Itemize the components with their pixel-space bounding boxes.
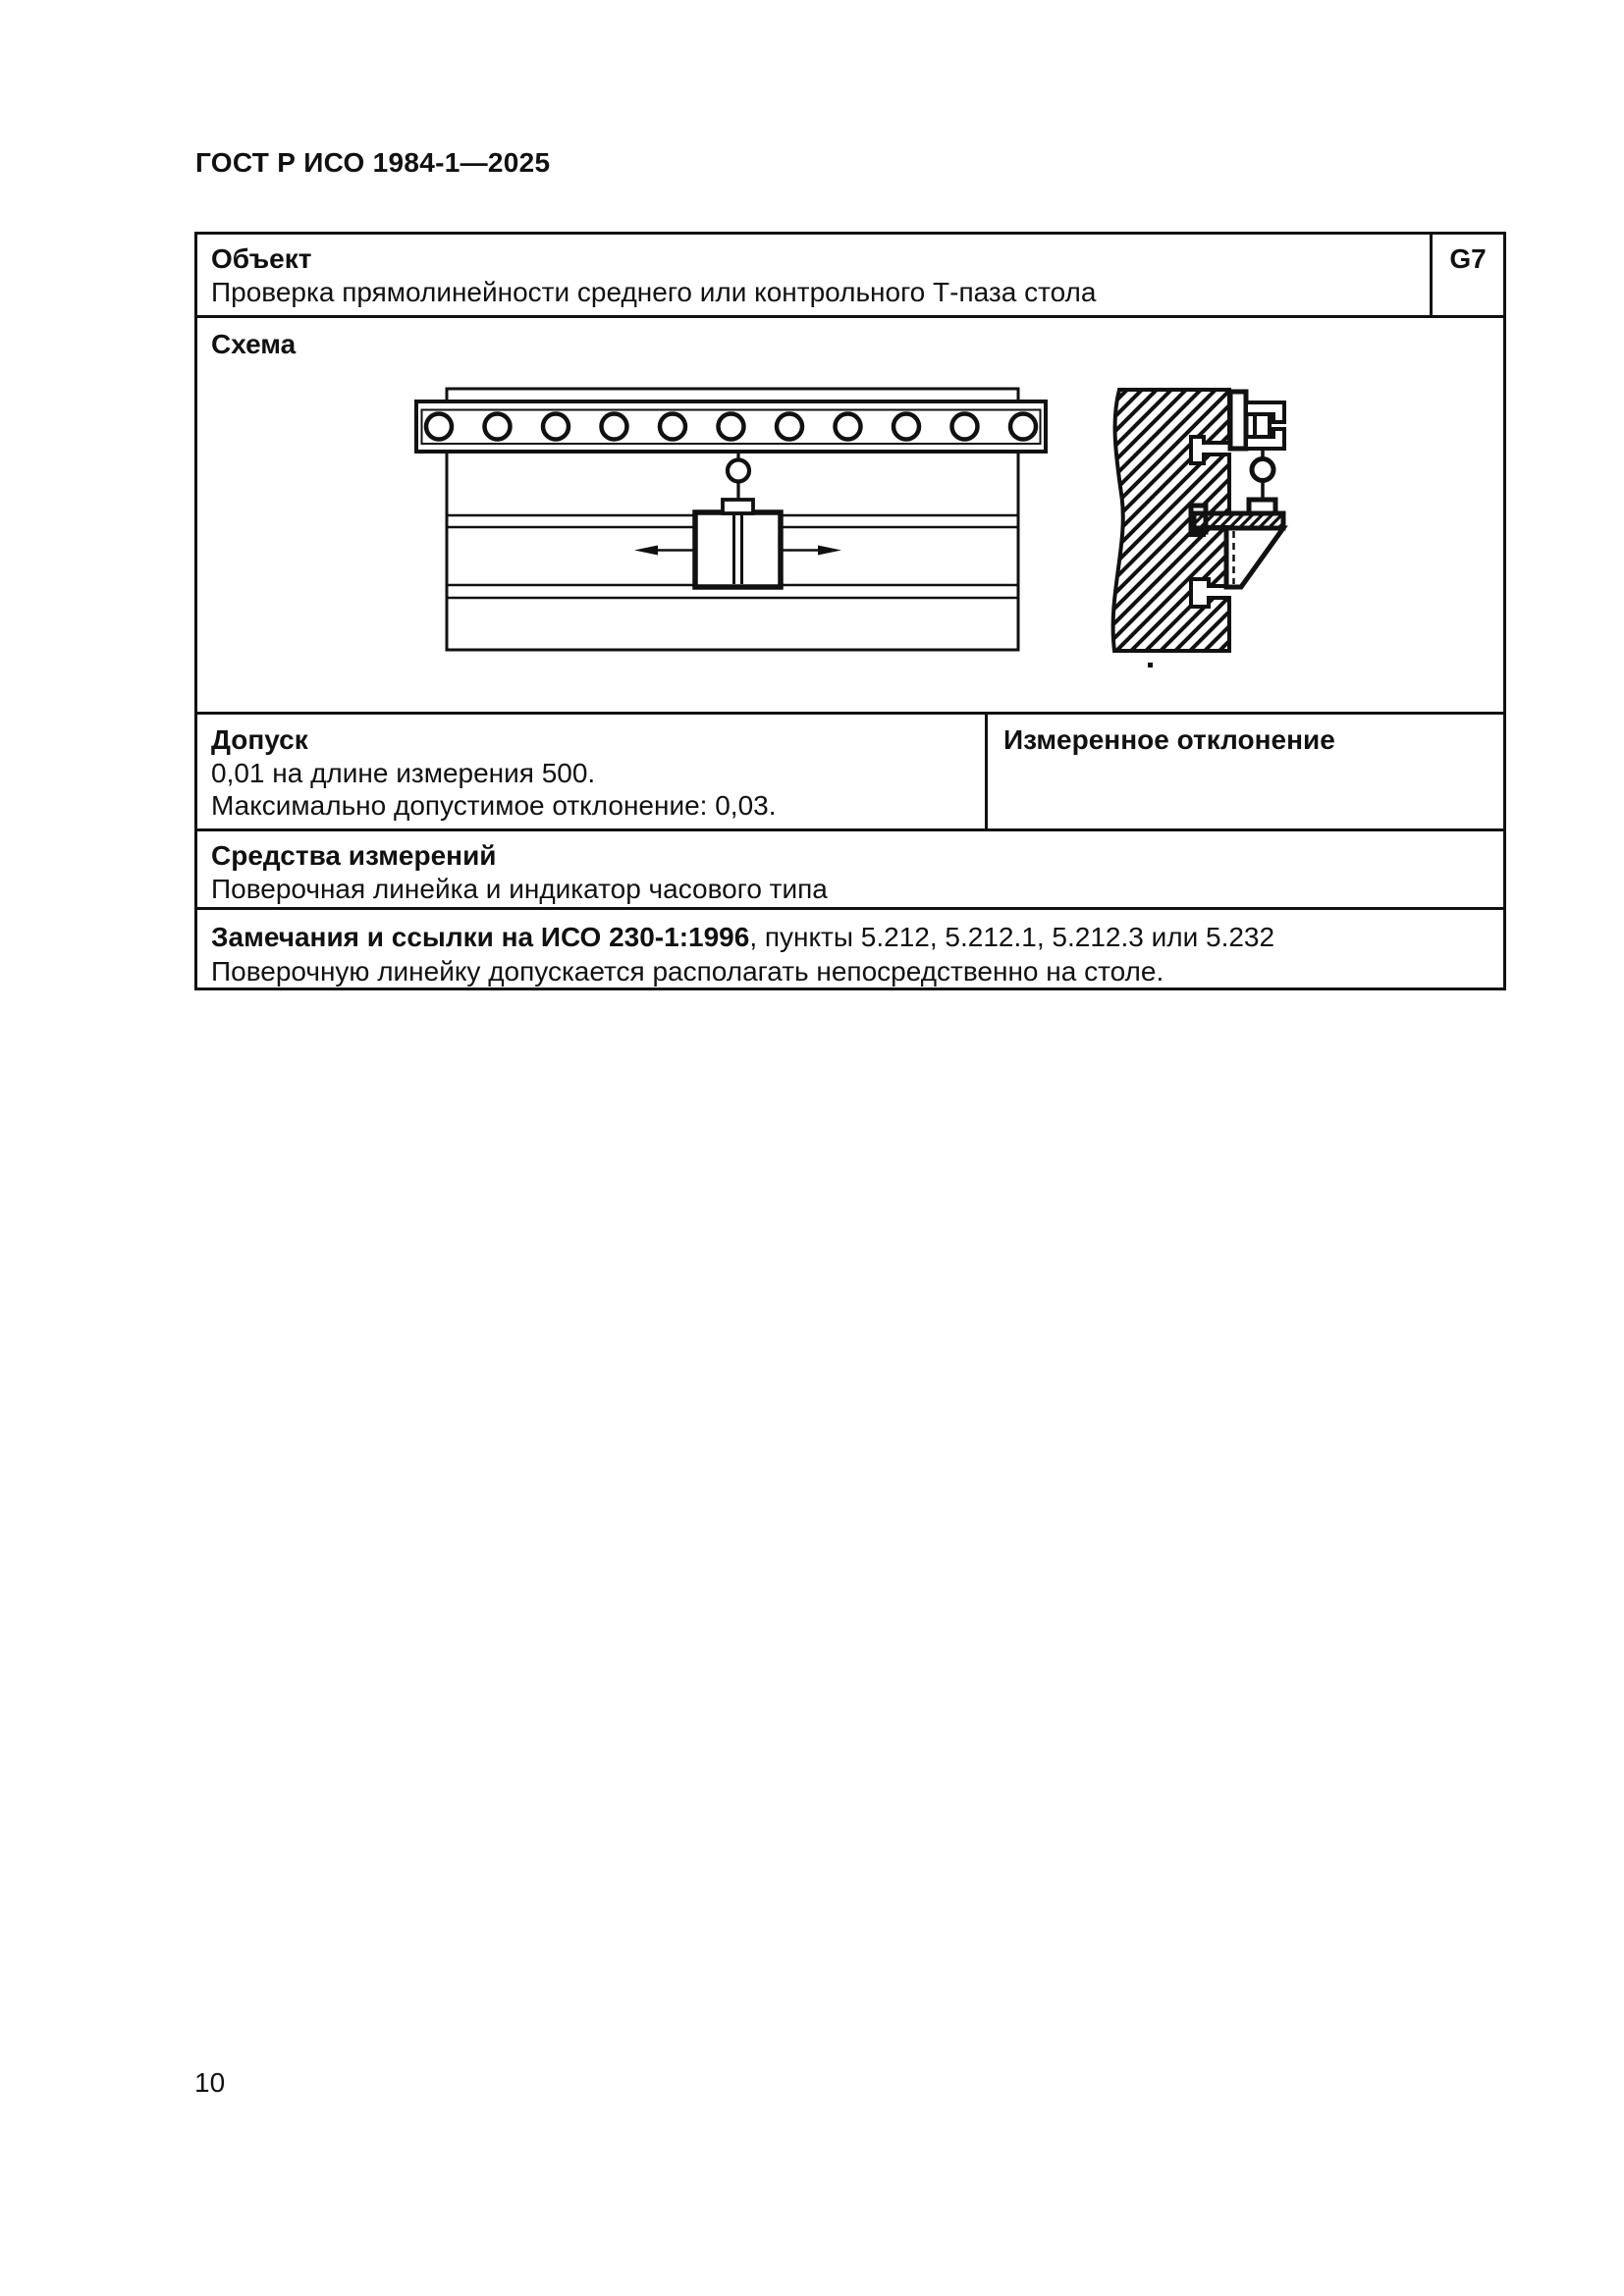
dial-indicator	[1249, 449, 1275, 513]
object-label: Объект	[211, 243, 312, 274]
object-row	[197, 235, 1503, 315]
tolerance-cell	[197, 715, 988, 828]
tolerance-line1: 0,01 на длине измерения 500.	[211, 757, 596, 788]
object-cell	[197, 235, 1430, 315]
page-number: 10	[194, 2067, 226, 2098]
standard-designation: ГОСТ Р ИСО 1984-1—2025	[195, 147, 551, 178]
notes-heading-rest: , пункты 5.212, 5.212.1, 5.212.3 или 5.232	[749, 922, 1275, 952]
tolerance-label: Допуск	[211, 724, 308, 755]
means-value: Поверочная линейка и индикатор часового типа	[211, 874, 828, 904]
schema-label: Схема	[211, 329, 297, 359]
print-dot	[1148, 663, 1153, 667]
means-label: Средства измерений	[211, 840, 497, 871]
tolerance-row	[197, 712, 1503, 828]
test-code-cell: G7	[1430, 235, 1503, 315]
tolerance-line2: Максимально допустимое отклонение: 0,03.	[211, 790, 777, 821]
means-row	[197, 828, 1503, 907]
schema-cross-section-diagram	[1098, 383, 1333, 672]
indicator-carriage-block	[695, 512, 781, 587]
measured-deviation-label: Измеренное отклонение	[1003, 724, 1335, 755]
notes-heading	[211, 920, 1489, 954]
notes-heading-bold: Замечания и ссылки на ИСО 230-1:1996	[211, 922, 750, 952]
straightedge-cross-section	[1230, 392, 1284, 449]
notes-row	[197, 907, 1503, 988]
notes-value: Поверочную линейку допускается располагать непосредственно на столе.	[211, 956, 1164, 987]
measured-deviation-cell	[988, 715, 1503, 828]
object-description: Проверка прямолинейности среднего или контрольного Т-паза стола	[211, 277, 1097, 307]
schema-top-view-diagram	[403, 379, 1060, 664]
indicator-dial-top-view	[728, 460, 749, 482]
